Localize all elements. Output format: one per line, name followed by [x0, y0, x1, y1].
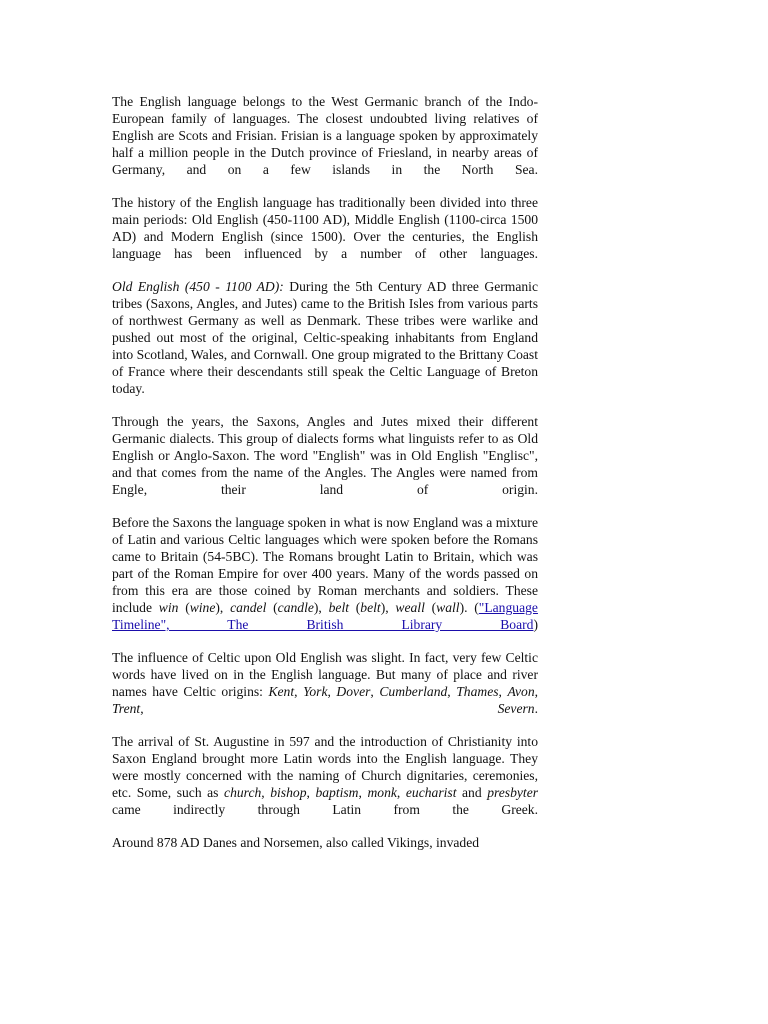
gloss-word: belt — [360, 600, 381, 615]
church-word: presbyter — [487, 785, 539, 800]
place-name: Severn — [497, 701, 535, 716]
church-word: baptism — [315, 785, 359, 800]
paragraph-3 — [112, 278, 538, 397]
church-word: eucharist — [405, 785, 457, 800]
paragraph-8 — [112, 834, 538, 851]
section-heading-old-english: Old English (450 - 1100 AD): — [112, 279, 284, 294]
gloss-word: candle — [277, 600, 314, 615]
paragraph-6: The influence of Celtic upon Old English was slight. In fact, very few Celtic words have lived on in the English language. But many of place and river names have Celtic origins: Kent, York, Dover, Cumberland, Thames, Avon, Trent, Severn. — [112, 650, 539, 716]
place-name: Trent — [112, 701, 141, 716]
place-name: Kent — [268, 684, 295, 699]
latin-word: belt — [328, 600, 349, 615]
paragraph-4-text: Through the years, the Saxons, Angles and Jutes mixed their different Germanic dialects. This group of dialects forms what linguists refer to as Old English or Anglo-Saxon. The word "English" was in Old English "Englisc", and that comes from the name of the Angles. The Angles were named from Engle, their land of origin. — [112, 414, 538, 497]
gloss-word: wine — [189, 600, 216, 615]
citation-link[interactable]: "Language Timeline", The British Library Board — [112, 600, 538, 632]
gloss-word: wall — [436, 600, 460, 615]
paragraph-7: The arrival of St. Augustine in 597 and the introduction of Christianity into Saxon England brought more Latin words into the English language. They were mostly concerned with the naming of Church dignitaries, ceremonies, etc. Some, such as church, bishop, baptism, monk, eucharist and presbyter came indirectly through Latin from the Greek. — [112, 734, 539, 817]
paragraph-8-text: Around 878 AD Danes and Norsemen, also called Vikings, invaded — [112, 835, 480, 850]
church-word: church — [224, 785, 262, 800]
church-word: monk — [367, 785, 397, 800]
paragraph-5: Before the Saxons the language spoken in what is now England was a mixture of Latin and various Celtic languages which were spoken before the Romans came to Britain (54-5BC). The Romans brought Latin to Britain, which was part of the Roman Empire for over 400 years. Many of the words passed on from this era are those coined by Roman merchants and soldiers. These include win (wine), candel (candle), belt (belt), weall (wall). ("Language Timeline", The British Library Board) — [112, 515, 538, 632]
paragraph-2 — [112, 194, 538, 262]
paragraph-3-text: During the 5th Century AD three Germanic tribes (Saxons, Angles, and Jutes) came to the British Isles from various parts of northwest Germany as well as Denmark. These tribes were warlike and pushed out most of the original, Celtic-speaking inhabitants from England into Scotland, Wales, and Cornwall. One group migrated to the Brittany Coast of France where their descendants still speak the Celtic Language of Breton today. — [112, 279, 538, 396]
church-word: bishop — [270, 785, 307, 800]
paragraph-1-text: The English language belongs to the West Germanic branch of the Indo-European family of languages. The closest undoubted living relatives of English are Scots and Frisian. Frisian is a language spoken by approximately half a million people in the Dutch province of Friesland, in nearby areas of Germany, and on a few islands in the North Sea. — [112, 94, 538, 177]
paragraph-1 — [112, 93, 538, 178]
place-name: York — [303, 684, 328, 699]
place-name: Thames — [456, 684, 499, 699]
paragraph-6-text: The influence of Celtic upon Old English was slight. In fact, very few Celtic words have lived on in the English language. But many of place and river names have Celtic origins: — [112, 650, 538, 699]
place-name: Avon — [507, 684, 535, 699]
paragraph-7-text: The arrival of St. Augustine in 597 and the introduction of Christianity into Saxon England brought more Latin words into the English language. They were mostly concerned with the naming of Church dignitaries, ceremonies, etc. Some, such as — [112, 734, 538, 800]
latin-word: candel — [230, 600, 267, 615]
paragraph-7-tail: came indirectly through Latin from the Greek. — [112, 802, 538, 817]
place-name: Dover — [336, 684, 371, 699]
paragraph-5-text: Before the Saxons the language spoken in what is now England was a mixture of Latin and various Celtic languages which were spoken before the Romans came to Britain (54-5BC). The Romans brought Latin to Britain, which was part of the Roman Empire for over 400 years. Many of the words passed on from this era are those coined by Roman merchants and soldiers. These include — [112, 515, 538, 615]
latin-word: win — [158, 600, 179, 615]
paragraph-2-text: The history of the English language has traditionally been divided into three main periods: Old English (450-1100 AD), Middle English (1100-circa 1500 AD) and Modern English (since 1500). Over the centuries, the English language has been influenced by a number of other languages. — [112, 195, 538, 261]
latin-word: weall — [395, 600, 425, 615]
document-body — [112, 93, 538, 867]
place-name: Cumberland — [379, 684, 448, 699]
paragraph-4 — [112, 413, 538, 498]
